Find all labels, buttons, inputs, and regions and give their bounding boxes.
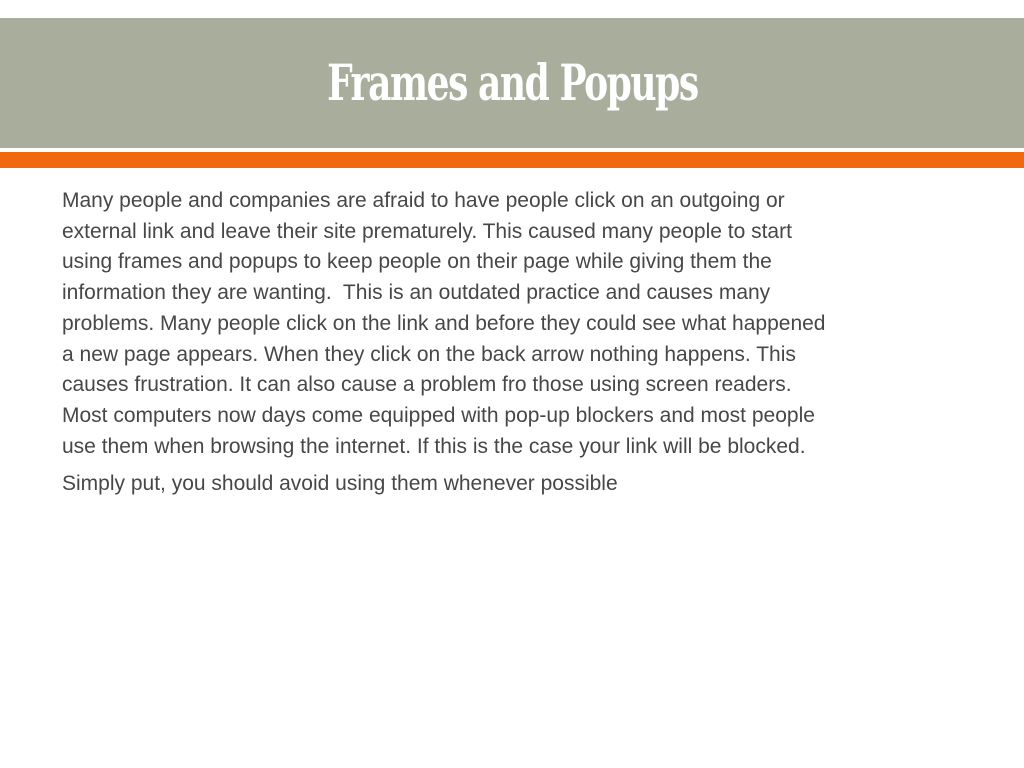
body-line: problems. Many people click on the link and before they could see what happened	[62, 311, 826, 335]
title-bar	[0, 18, 1024, 148]
body-line: Many people and companies are afraid to have people click on an outgoing or	[62, 189, 785, 212]
closing-paragraph: Simply put, you should avoid using them whenever possible	[62, 472, 618, 496]
accent-bar	[0, 152, 1024, 168]
body-paragraph	[62, 186, 962, 462]
body-line: using frames and popups to keep people on their page while giving them the	[62, 250, 772, 274]
body-line: use them when browsing the internet. If this is the case your link will be blocked.	[62, 434, 806, 458]
body-line: information they are wanting. This is an outdated practice and causes many	[62, 281, 771, 305]
slide-body	[62, 186, 962, 500]
slide-title: Frames and Popups	[326, 53, 698, 112]
body-line: external link and leave their site prematurely. This caused many people to start	[62, 219, 792, 243]
body-line: causes frustration. It can also cause a problem fro those using screen readers.	[62, 373, 792, 397]
body-line: a new page appears. When they click on the back arrow nothing happens. This	[62, 342, 796, 366]
body-line: Most computers now days come equipped with pop-up blockers and most people	[62, 403, 815, 427]
